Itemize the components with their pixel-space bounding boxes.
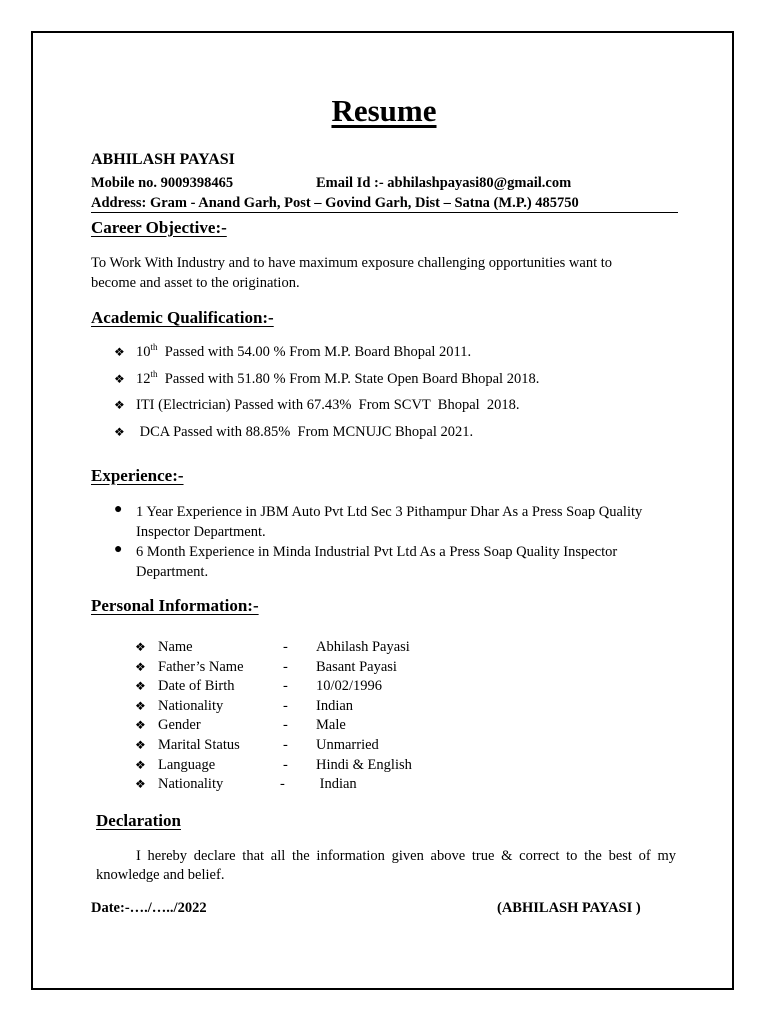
personal-info-separator: - [283,678,288,694]
diamond-bullet-icon: ❖ [135,660,146,674]
date-field: Date:-…./…../2022 [91,900,207,916]
bullet-dot-icon: ● [114,502,123,517]
diamond-bullet-icon: ❖ [135,699,146,713]
declaration-line-1: I hereby declare that all the information given above true & correct to the best of my [136,848,676,864]
personal-info-separator: - [283,717,288,733]
academic-item: ❖ 10th Passed with 54.00 % From M.P. Board Bhopal 2011. [114,342,472,360]
career-objective-line-1: To Work With Industry and to have maximum exposure challenging opportunities want to [91,255,613,271]
personal-info-separator: - [283,737,288,753]
academic-item: ❖ ITI (Electrician) Passed with 67.43% From SCVT Bhopal 2018. [114,397,520,413]
experience-heading: Experience:- [91,466,184,485]
personal-info-value: 10/02/1996 [316,678,383,694]
personal-info-separator: - [283,698,288,714]
personal-info-value: Indian [316,698,354,714]
diamond-bullet-icon: ❖ [135,718,146,732]
diamond-bullet-icon: ❖ [135,738,146,752]
personal-info-label: Nationality [158,698,224,714]
personal-info-separator: - [283,757,288,773]
experience-item-1-line-2: Inspector Department. [136,524,266,540]
personal-info-value: Hindi & English [316,757,412,773]
signature-name: (ABHILASH PAYASI ) [497,900,641,916]
personal-info-label: Marital Status [158,737,240,753]
career-objective-line-2: become and asset to the origination. [91,275,300,291]
experience-item-2-line-2: Department. [136,564,209,580]
academic-item: ❖ DCA Passed with 88.85% From MCNUJC Bhopal 2021. [114,424,474,440]
diamond-bullet-icon: ❖ [135,777,146,791]
diamond-bullet-icon: ❖ [114,398,125,412]
personal-info-label: Nationality [158,776,224,792]
diamond-bullet-icon: ❖ [114,372,125,386]
personal-info-value: Abhilash Payasi [316,639,410,655]
mobile-number: Mobile no. 9009398465 [91,175,234,191]
diamond-bullet-icon: ❖ [135,679,146,693]
candidate-name: ABHILASH PAYASI [91,151,235,168]
career-objective-heading: Career Objective:- [91,218,227,237]
personal-info-separator: - [283,639,288,655]
personal-information-heading: Personal Information:- [91,596,259,615]
diamond-bullet-icon: ❖ [114,345,125,359]
personal-info-label: Father’s Name [158,659,244,675]
diamond-bullet-icon: ❖ [135,758,146,772]
personal-info-label: Name [158,639,193,655]
academic-heading: Academic Qualification:- [91,308,274,327]
diamond-bullet-icon: ❖ [114,425,125,439]
page-title: Resume [331,93,437,128]
personal-info-value: Basant Payasi [316,659,397,675]
personal-info-value: Indian [316,776,357,792]
personal-info-label: Language [158,757,216,773]
personal-info-separator: - [280,776,285,792]
diamond-bullet-icon: ❖ [135,640,146,654]
postal-address: Address: Gram - Anand Garh, Post – Govind Garh, Dist – Satna (M.P.) 485750 [91,195,678,213]
personal-info-value: Male [316,717,346,733]
personal-info-separator: - [283,659,288,675]
personal-info-value: Unmarried [316,737,379,753]
declaration-heading: Declaration [96,811,181,830]
experience-item-1-line-1: 1 Year Experience in JBM Auto Pvt Ltd Sec 3 Pithampur Dhar As a Press Soap Quality [136,504,643,520]
bullet-dot-icon: ● [114,542,123,557]
email-address: Email Id :- abhilashpayasi80@gmail.com [316,175,572,191]
personal-info-label: Gender [158,717,201,733]
academic-item: ❖ 12th Passed with 51.80 % From M.P. State Open Board Bhopal 2018. [114,369,540,387]
declaration-line-2: knowledge and belief. [96,867,225,883]
experience-item-2-line-1: 6 Month Experience in Minda Industrial Pvt Ltd As a Press Soap Quality Inspector [136,544,618,560]
personal-info-label: Date of Birth [158,678,235,694]
